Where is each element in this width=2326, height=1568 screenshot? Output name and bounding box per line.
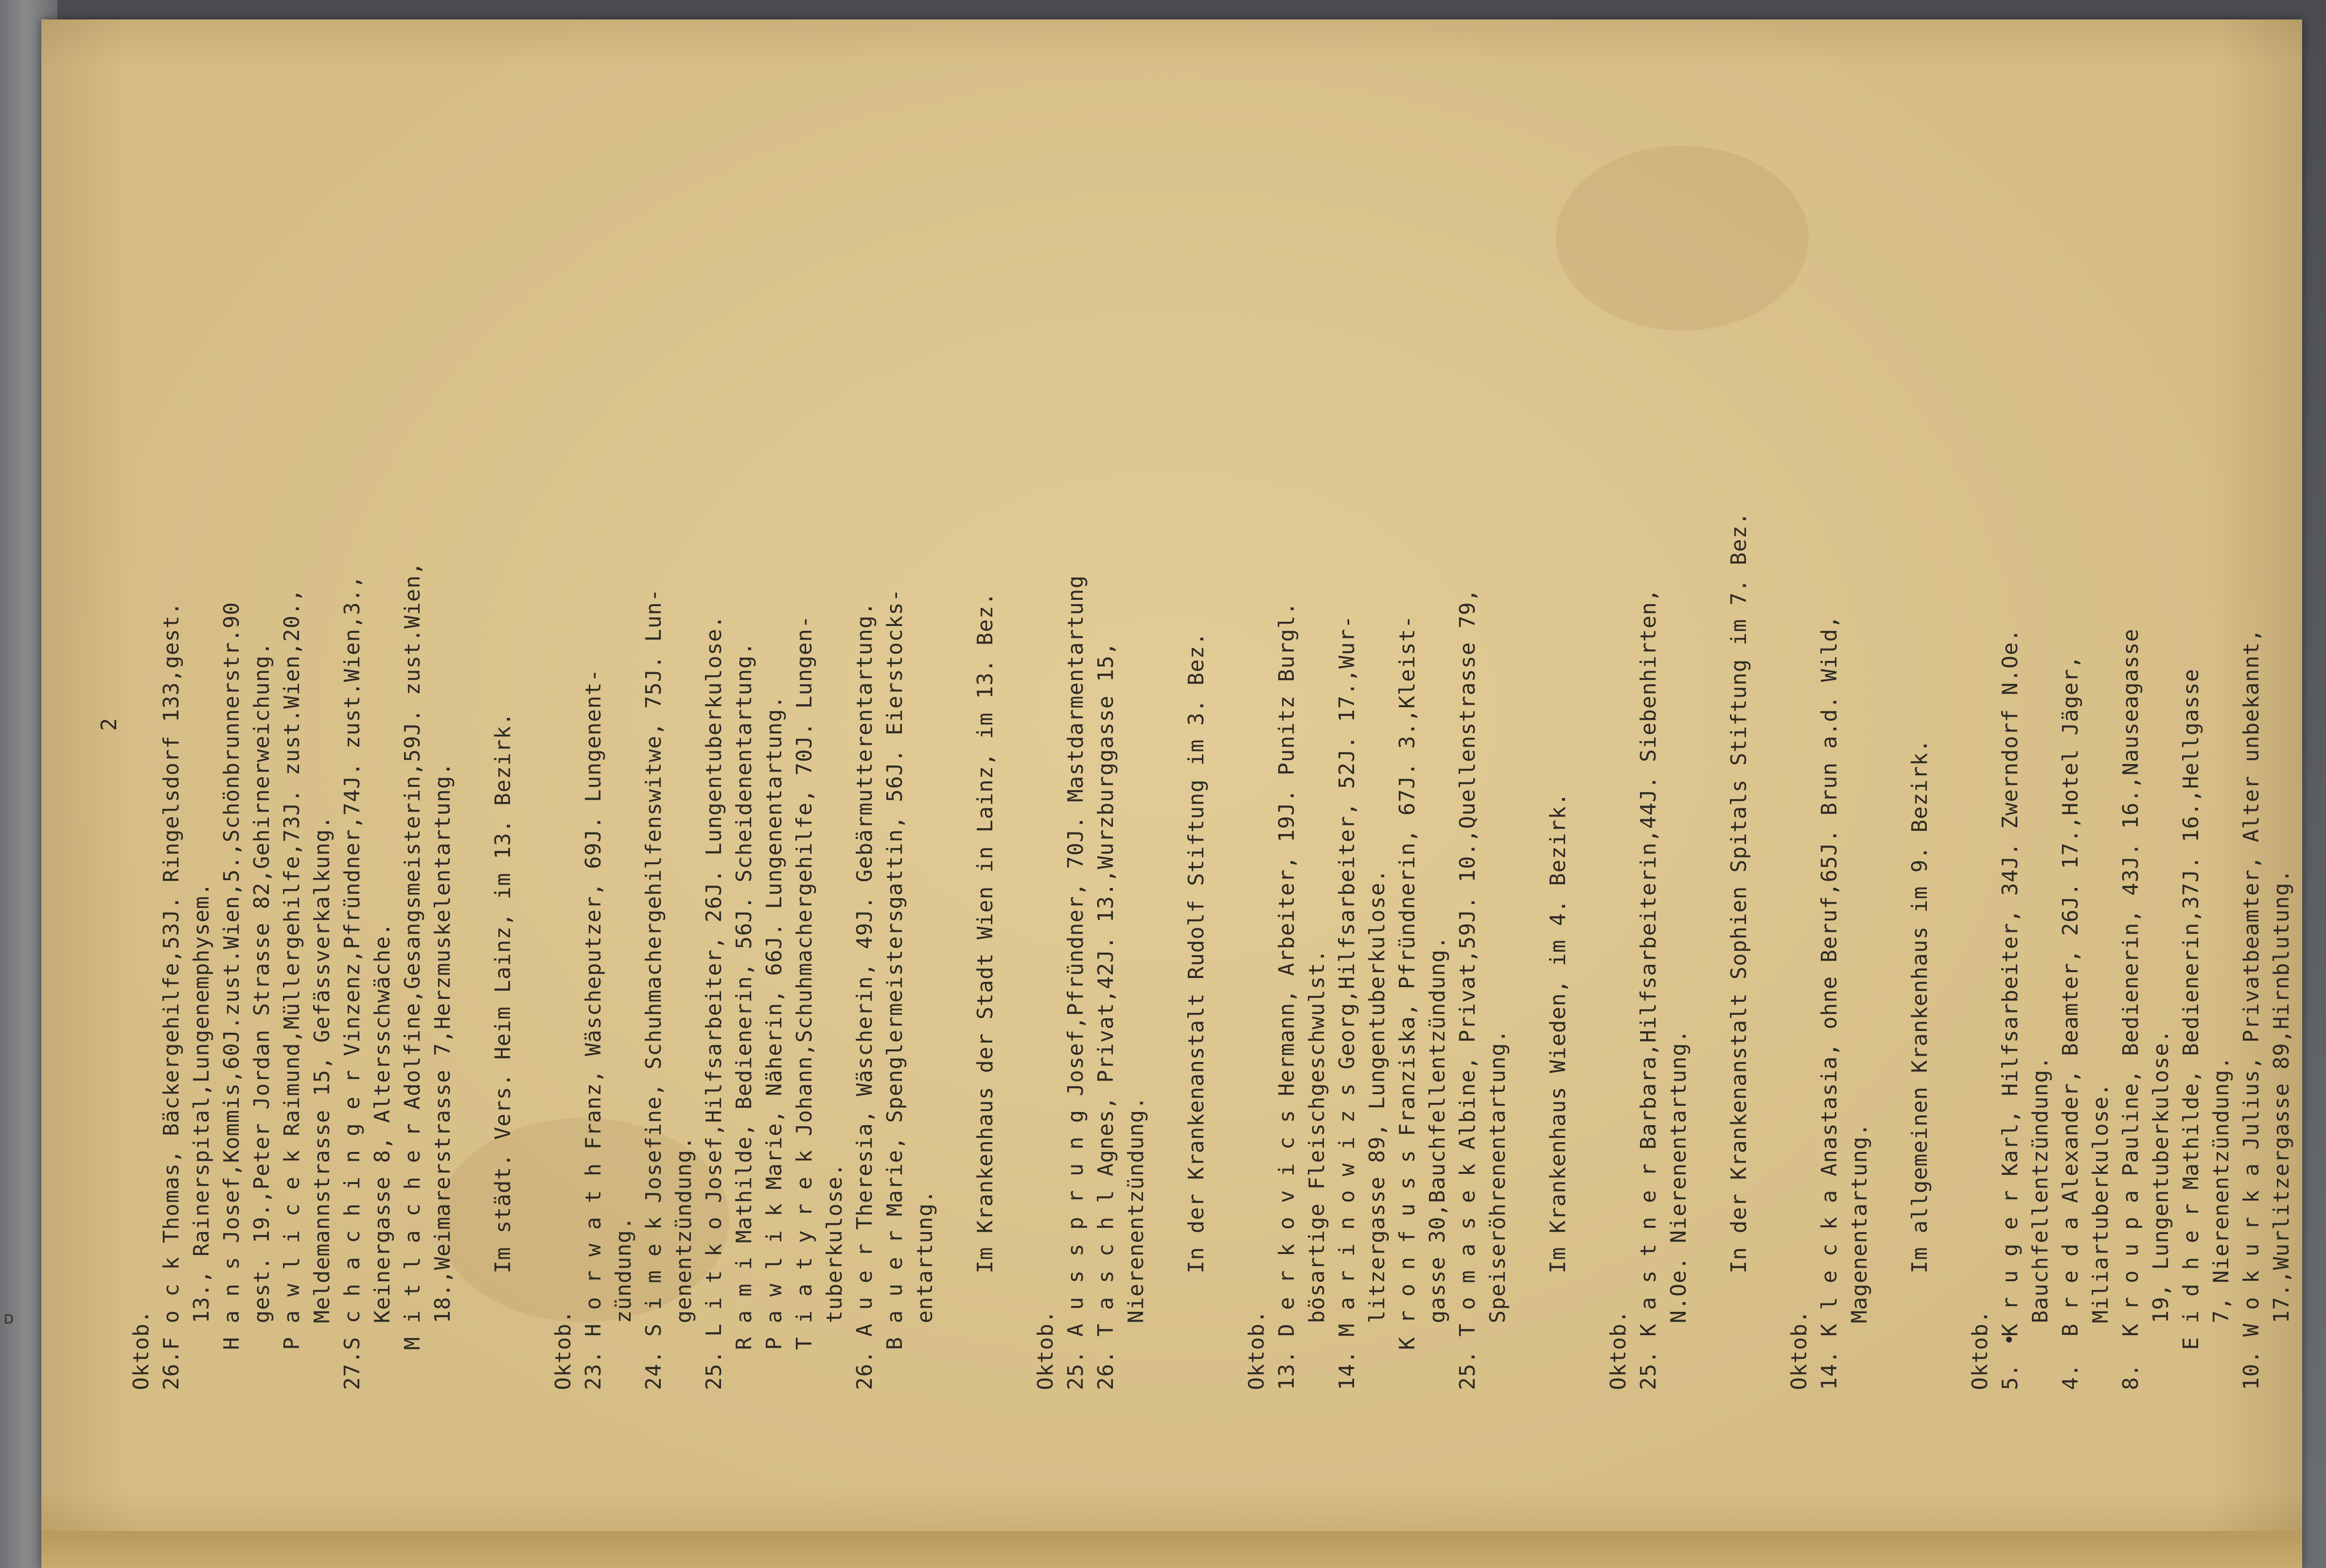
- register-entry-line: Keinergasse 8, Altersschwäche.: [370, 922, 395, 1390]
- register-entry-line: 27.S c h a c h i n g e r Vinzenz,Pfründner,74J. zust.Wien,3.,: [340, 575, 365, 1390]
- section-spacer: [1151, 58, 1181, 1390]
- register-entry-line: 26. T a s c h l Agnes, Privat,42J. 13.,Wurzburggasse 15,: [1093, 642, 1118, 1390]
- section-heading: Im allgemeinen Krankenhaus im 9. Bezirk.: [1907, 739, 1932, 1273]
- register-entry-line: 13. D e r k o v i c s Hermann, Arbeiter, 19J. Punitz Burgl.: [1274, 602, 1299, 1390]
- section-heading: In der Krankenanstalt Rudolf Stiftung im 3. Bez.: [1184, 632, 1209, 1273]
- register-entry-line: Miliartuberkulose.: [2088, 1082, 2113, 1390]
- heading-spacer: [1935, 58, 1965, 1390]
- register-entry-line: Magenentartung.: [1847, 1123, 1872, 1390]
- register-entry-line: 5. K r u g e r Karl, Hilfsarbeiter, 34J. Zwerndorf N.Oe.: [1998, 628, 2023, 1390]
- heading-spacer: [518, 58, 548, 1390]
- heading-spacer: [1212, 58, 1242, 1390]
- section-heading: Im Krankenhaus Wieden, im 4. Bezirk.: [1546, 792, 1570, 1273]
- register-entry-line: Nierenentzündung.: [1124, 1096, 1148, 1390]
- register-section: [1694, 58, 1875, 1390]
- register-entry-line: entartung.: [913, 1189, 937, 1390]
- register-entry-line: K r o n f u s s Franziska, Pfründnerin, 67J. 3.,Kleist-: [1395, 615, 1420, 1390]
- register-entry-line: 14. M a r i n o w i z s Georg,Hilfsarbeiter, 52J. 17.,Wur-: [1335, 615, 1359, 1390]
- register-entry-line: zündung.: [611, 1216, 636, 1390]
- register-entry-line: Oktob.: [1787, 1310, 1812, 1390]
- register-entry-line: tuberkulose.: [822, 1163, 847, 1390]
- section-spacer: [1513, 58, 1543, 1390]
- heading-spacer: [1573, 58, 1604, 1390]
- register-entry-line: bösartige Fleischgeschwulst.: [1304, 949, 1329, 1390]
- page-edge: [41, 1531, 2302, 1568]
- register-entry-line: 10. W o k u r k a Julius, Privatbeamter, Alter unbekannt,: [2239, 628, 2264, 1390]
- register-entry-line: 8. K r o u p a Pauline, Bedienerin, 43J. 16.,Nauseagasse: [2118, 628, 2143, 1390]
- register-entry-line: 26.F o c k Thomas, Bäckergehilfe,53J. Ringelsdorf 133,gest.: [159, 602, 184, 1390]
- heading-spacer: [1754, 58, 1784, 1390]
- register-entry-line: Bauchfellentzündung.: [2028, 1056, 2053, 1390]
- register-entry-line: 25. K a s t n e r Barbara,Hilfsarbeiterin,44J. Siebenhirten,: [1636, 588, 1661, 1390]
- register-entry-line: genentzündung.: [671, 1136, 696, 1390]
- section-spacer: [458, 58, 488, 1390]
- register-entry-line: 17.,Wurlitzergasse 89,Hirnblutung.: [2269, 869, 2294, 1390]
- register-entry-line: N.Oe. Nierenentartung.: [1666, 1029, 1691, 1390]
- register-section: [1513, 58, 1694, 1390]
- register-entry-line: R a m i Mathilde, Bedienerin, 56J. Scheidenentartung.: [732, 642, 757, 1390]
- register-entry-line: Oktob.: [1606, 1310, 1631, 1390]
- register-entry-line: 4. B r e d a Alexander, Beamter, 26J. 17.,Hotel Jäger,: [2058, 655, 2083, 1390]
- register-entry-line: gest. 19.,Peter Jordan Strasse 82,Gehirnerweichung.: [249, 642, 274, 1390]
- page-number: 2: [97, 717, 122, 731]
- register-entry-line: E i d h e r Mathilde, Bedienerin,37J. 16.,Hellgasse: [2179, 668, 2203, 1390]
- register-entry-line: H a n s Josef,Kommis,60J.zust.Wien,5.,Schönbrunnerstr.90: [219, 602, 244, 1390]
- register-section: [1151, 58, 1513, 1390]
- section-spacer: [1875, 58, 1905, 1390]
- section-heading: Im städt. Vers. Heim Lainz, im 13. Bezirk.: [491, 712, 515, 1273]
- register-entry-line: litzergasse 89, Lungentuberkulose.: [1365, 869, 1390, 1390]
- register-entry-line: Oktob.: [1244, 1310, 1269, 1390]
- register-entry-line: 18.,Weimarerstrasse 7,Herzmuskelentartung.: [430, 762, 455, 1390]
- register-entry-line: Oktob.: [1968, 1310, 1992, 1390]
- register-entry-line: 24. S i m e k Josefine, Schuhmachergehilfenswitwe, 75J. Lun-: [641, 588, 666, 1390]
- register-entry-line: Oktob.: [551, 1310, 576, 1390]
- register-entry-line: Speiseröhrenentartung.: [1485, 1029, 1510, 1390]
- register-entry-line: 25. A u s s p r u n g Josef,Pfründner, 70J. Mastdarmentartung: [1063, 575, 1088, 1390]
- section-spacer: [1694, 58, 1724, 1390]
- section-spacer: [940, 58, 970, 1390]
- register-sections: [126, 58, 2297, 1390]
- register-entry-line: Meldemannstrasse 15, Gefässverkalkung.: [310, 815, 335, 1390]
- register-entry-line: 13., Rainerspital,Lungenemphysem.: [189, 882, 214, 1390]
- heading-spacer: [1001, 58, 1031, 1390]
- register-entry-line: 19, Lungentuberkulose.: [2149, 1029, 2173, 1390]
- register-entry-line: 25. L i t k o Josef,Hilfsarbeiter, 26J. Lungentuberkulose.: [702, 615, 726, 1390]
- register-section: [1875, 58, 2297, 1390]
- register-entry-line: 14. K l e c k a Anastasia, ohne Beruf,65J. Brun a.d. Wild,: [1817, 615, 1842, 1390]
- register-entry-line: gasse 30,Bauchfellentzündung.: [1425, 936, 1450, 1390]
- section-heading: In der Krankenanstalt Sophien Spitals Stiftung im 7. Bez.: [1727, 512, 1751, 1273]
- register-entry-line: B a u e r Marie, Spenglermeistersgattin, 56J. Eierstocks-: [882, 588, 907, 1390]
- register-entry-line: 26. A u e r Theresia, Wäscherin, 49J. Gebärmutterentartung.: [852, 602, 877, 1390]
- register-entry-line: 7, Nierenentzündung.: [2209, 1056, 2234, 1390]
- section-heading: Im Krankenhaus der Stadt Wien in Lainz, im 13. Bez.: [973, 592, 998, 1273]
- register-entry-line: 23. H o r w a t h Franz, Wäscheputzer, 69J. Lungenent-: [581, 668, 606, 1390]
- edge-mark: D: [4, 1312, 14, 1327]
- register-entry-line: P a w l i c e k Raimund,Müllergehilfe,73J. zust.Wien,20.,: [280, 588, 304, 1390]
- typewritten-text-block: [63, 39, 2294, 1410]
- register-entry-line: P a w l i k Marie, Näherin, 66J. Lungenentartung.: [762, 695, 787, 1390]
- register-section: [126, 58, 458, 1390]
- register-entry-line: 25. T o m a s e k Albine, Privat,59J. 10.,Quellenstrasse 79,: [1455, 588, 1480, 1390]
- register-section: [940, 58, 1151, 1390]
- register-entry-line: Oktob.: [129, 1310, 154, 1390]
- register-entry-line: T i a t y r e k Johann,Schuhmachergehilfe, 70J. Lungen-: [792, 615, 817, 1390]
- register-section: [458, 58, 940, 1390]
- text-content: [92, 58, 2297, 1390]
- register-entry-line: M i t l a c h e r Adolfine,Gesangsmeisterin,59J. zust.Wien,: [400, 561, 425, 1390]
- register-entry-line: Oktob.: [1033, 1310, 1058, 1390]
